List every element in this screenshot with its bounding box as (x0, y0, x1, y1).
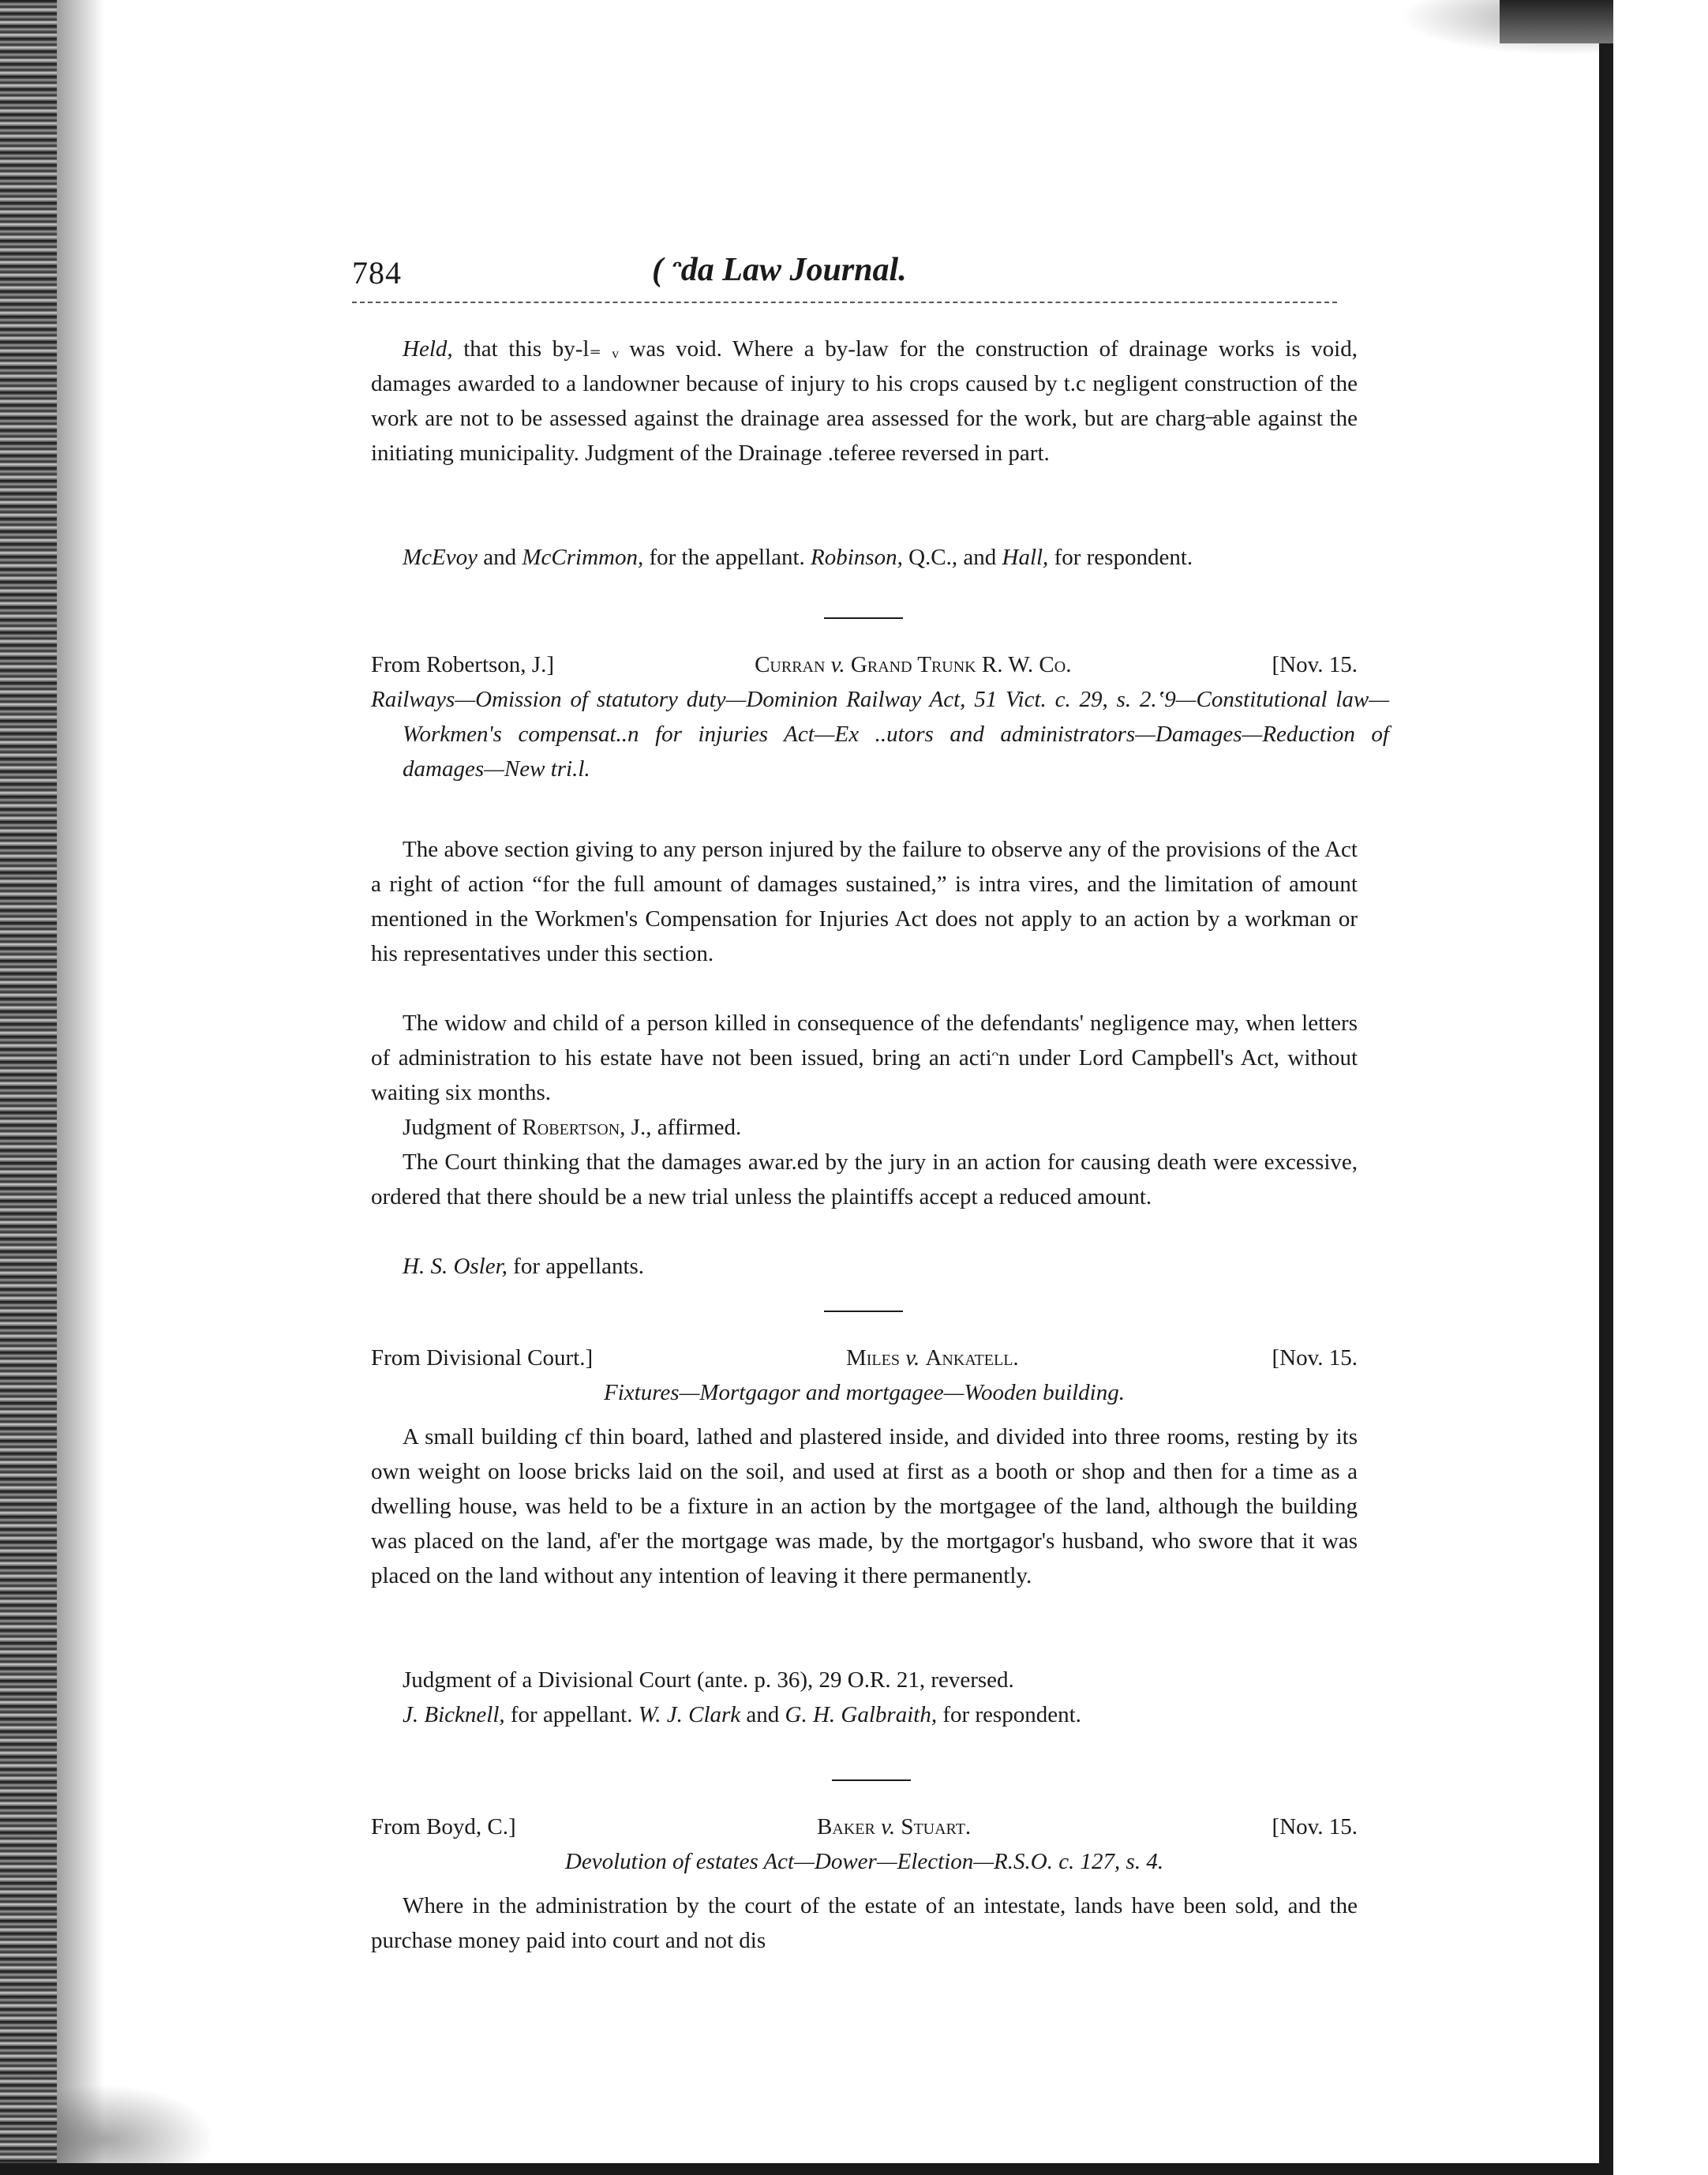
scan-right-edge (1599, 43, 1613, 2167)
scan-left-edge (0, 0, 57, 2175)
held-text: that this by-l₌ ᵥ was void. Where a by-law for the construction of drainage works is void, damages awarded to a landowner because of injury to his crops caused by t.c negligent construction of the work are not to be assessed against the drainage area assessed for the work, but are charg ̶able against the initiating municipality. Judgment of the Drainage .teferee reversed in part. (371, 336, 1358, 466)
section-separator (824, 617, 903, 619)
versus: v. (881, 1814, 896, 1839)
party-b: Stuart. (901, 1814, 972, 1839)
case2-heading (371, 647, 1358, 682)
party-a: Baker (817, 1814, 875, 1839)
case4-heading (371, 1809, 1358, 1844)
case3-para1: A small building cf thin board, lathed and plastered inside, and divided into three rooms, resting by its own weight on loose bricks laid on the soil, and used at first as a booth or shop and then for a time as a dwelling house, was held to be a fixture in an action by the mortgagee of the land, although the building was placed on the land, af'er the mortgage was made, by the mortgagor's husband, who swore that it was placed on the land without any intention of leaving it there permanently. (371, 1424, 1358, 1588)
case-date: [Nov. 15. (1272, 652, 1358, 677)
counsel-name: G. H. Galbraith, (785, 1702, 938, 1727)
case-title (846, 1341, 1019, 1375)
case3-headnote: Fixtures—Mortgagor and mortgagee—Wooden building. (604, 1380, 1125, 1405)
counsel-name: H. S. Osler, (403, 1254, 508, 1279)
counsel-text: Q.C., and (902, 545, 1002, 570)
case-date: [Nov. 15. (1272, 1345, 1358, 1371)
counsel-name: J. Bicknell, (403, 1702, 505, 1727)
section-separator (832, 1779, 911, 1781)
versus: v. (830, 652, 845, 677)
case2-headnote: Railways—Omission of statutory duty—Dominion Railway Act, 51 Vict. c. 29, s. 2.ʽ9—Constitutional law—Workmen's compensat..n for injuries Act—Ex ..utors and administrators—Damages—Reduction of damages—New tri.l. (371, 687, 1389, 782)
counsel-name: Robinson, (811, 545, 903, 570)
judge-name: Robertson (522, 1115, 620, 1140)
counsel-text: for respondent. (1048, 545, 1193, 570)
party-b: Ankatell. (925, 1345, 1019, 1371)
case3-heading (371, 1341, 1358, 1375)
case-court: From Robertson, J.] (371, 652, 554, 677)
counsel-name: W. J. Clark (638, 1702, 741, 1727)
case4-para1: Where in the administration by the court of the estate of an intestate, lands have been sold, and the purchase money paid into court and not dis (371, 1893, 1358, 1953)
counsel-text: and (478, 545, 523, 570)
case2-para2: The widow and child of a person killed in consequence of the defendants' negligence may, when letters of administration to his estate have not been issued, bring an actiᵔn under Lord Campbell's Act, without waiting six months. (371, 1011, 1358, 1105)
case3-counsel (371, 1697, 1358, 1732)
case-court: From Boyd, C.] (371, 1814, 516, 1839)
case1-counsel (371, 540, 1358, 575)
counsel-text: for appellants. (507, 1254, 645, 1279)
case2-judgment (371, 1110, 1358, 1145)
case2-para3: The Court thinking that the damages awar.ed by the jury in an action for causing death were excessive, ordered that there should be a new trial unless the plaintiffs accept a reduced amount. (371, 1149, 1358, 1209)
versus: v. (905, 1345, 920, 1371)
party-b: Grand Trunk R. W. Co. (850, 652, 1072, 677)
case2-counsel (371, 1249, 1358, 1284)
counsel-name: McEvoy (403, 545, 478, 570)
case3-judgment: Judgment of a Divisional Court (ante. p. 36), 29 O.R. 21, reversed. (403, 1667, 1014, 1693)
judgment-text: Judgment of (403, 1115, 523, 1140)
scan-bottom-edge (0, 2163, 1613, 2175)
counsel-text: for the appellant. (643, 545, 811, 570)
case2-para1: The above section giving to any person injured by the failure to observe any of the provisions of the Act a right of action “for the full amount of damages sustained,” is intra vires, and the limitation of amount mentioned in the Workmen's Compensation for Injuries Act does not apply to an action by a workman or his representatives under this section. (371, 837, 1358, 966)
judgment-text: , J., affirmed. (620, 1115, 742, 1140)
case4-headnote: Devolution of estates Act—Dower—Election—R.S.O. c. 127, s. 4. (564, 1849, 1164, 1874)
header-rule (352, 302, 1337, 303)
party-a: Curran (755, 652, 826, 677)
counsel-text: for appellant. (504, 1702, 639, 1727)
counsel-name: Hall, (1002, 545, 1049, 570)
case-title (755, 647, 1071, 682)
page-number: 784 (352, 255, 402, 291)
case-title (817, 1809, 971, 1844)
scan-right-margin (1613, 0, 1708, 2175)
case-court: From Divisional Court.] (371, 1345, 594, 1371)
case1-held-paragraph (371, 332, 1358, 471)
journal-title: ( ᵔda Law Journal. (652, 252, 907, 288)
case-date: [Nov. 15. (1272, 1814, 1358, 1839)
scan-smudge-bottom (57, 2084, 215, 2163)
counsel-name: McCrimmon, (522, 545, 644, 570)
held-word: Held, (403, 336, 453, 362)
scan-left-shadow (57, 0, 104, 2175)
counsel-text: and (740, 1702, 785, 1727)
party-a: Miles (845, 1345, 900, 1371)
section-separator (824, 1311, 903, 1312)
counsel-text: for respondent. (937, 1702, 1081, 1727)
